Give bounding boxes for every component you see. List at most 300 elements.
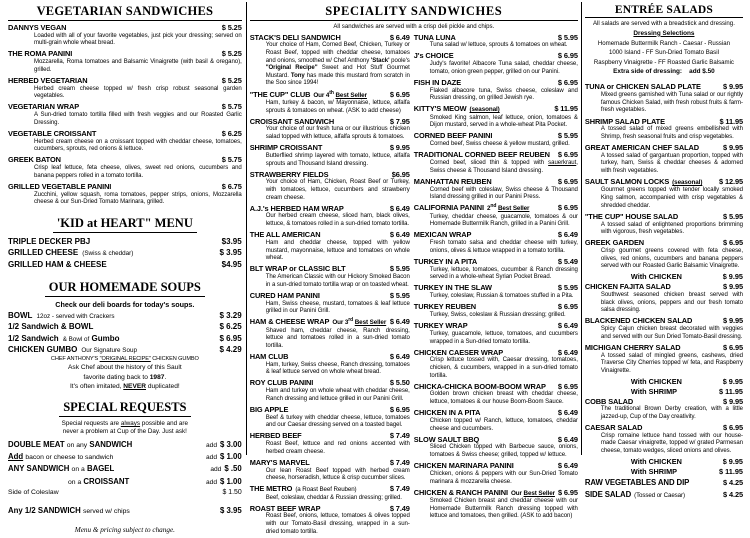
variant-label: With CHICKEN (630, 272, 682, 282)
section-heading-vegetarian: VEGETARIAN SANDWICHES (8, 4, 242, 21)
soup-note: & Bowl of (62, 335, 90, 343)
menu-item-description: Sliced Chicken topped with Barbecue sauce, onions, tomatoes & Swiss cheese; grilled, topped w/ lettuce. (429, 444, 578, 459)
menu-item-name: MICHIGAN CHERRY SALAD (584, 342, 681, 352)
menu-item-description: Tuna salad w/ lettuce, sprouts & tomatoes on wheat. (429, 42, 568, 49)
variant-label: With CHICKEN (630, 457, 682, 467)
menu-item-description: Crisp romaine lettuce hand tossed with our house-made Caesar vinaigrette, topped w/ grated Parmesan cheese, tomato wedges, sliced onions and olives. (600, 432, 743, 454)
soup-name: 1/2 Sandwich & BOWL (8, 322, 94, 332)
variant-label: With SHRIMP (630, 466, 678, 476)
menu-item-description: The American Classic with our Hickory Smoked Bacon in a sun-dried tomato tortilla wrap or on toasted wheat. (265, 274, 410, 288)
menu-item-name: MARY'S MARVEL (249, 457, 310, 467)
menu-item-description: Ham and turkey on whole wheat with cheddar cheese, Ranch dressing and lettuce grilled in our Panini Grill. (265, 388, 410, 402)
section-heading-kid: 'KID at HEART" MENU (53, 216, 197, 233)
half-sandwich-label (8, 505, 130, 517)
menu-item-name: CHICKEN MARINARA PANINI (413, 461, 514, 471)
menu-item (414, 302, 578, 319)
best-seller-tag: Our 4th Best Seller (313, 89, 367, 99)
menu-item (250, 230, 410, 263)
special-request-rows (8, 439, 242, 498)
menu-item-price: $ 6.49 (557, 321, 578, 331)
salad-tail-name: SIDE SALAD (584, 489, 632, 499)
menu-item-price: $ 6.95 (723, 342, 743, 352)
extra-dressing-row (585, 68, 743, 76)
menu-item-variant-row (585, 387, 743, 397)
menu-item (414, 283, 578, 300)
soup-row (8, 333, 242, 345)
menu-item-name: GREAT AMERICAN CHEF SALAD (584, 143, 699, 153)
soup-price: $ 6.25 (219, 322, 242, 332)
menu-item-row (585, 82, 743, 92)
menu-item-row (585, 397, 743, 407)
menu-item (250, 170, 410, 203)
menu-item (250, 291, 410, 316)
menu-item-description: Beef & turkey with cheddar cheese, lettuce, tomatoes and our Caesar dressing served on a toasted bagel. (265, 414, 410, 429)
menu-item-description: Crisp lettuce tossed with, Caesar dressing, tomatoes, chicken, & cucumbers, wrapped in a sun-dried tomato tortilla. (429, 357, 578, 379)
menu-item-price: $ 6.49 (389, 351, 410, 361)
sr-price: $ 1.00 (220, 476, 242, 486)
column-salads (582, 2, 746, 499)
half-sandwich-row (8, 505, 242, 517)
sr-bold-1: DOUBLE MEAT (8, 439, 65, 449)
menu-item-name: STACK'S DELI SANDWICH (249, 32, 341, 42)
column-specialty (246, 2, 582, 535)
menu-item (8, 182, 242, 207)
special-note-2: never a problem at Cup of the Day. Just ask! (62, 428, 187, 436)
sr-bold-2: SANDWICH (89, 439, 133, 449)
menu-item-price: $ 7.49 (389, 484, 410, 494)
sr-add-label: add (210, 466, 222, 474)
menu-item-row (250, 170, 410, 180)
specialty-items-right (414, 33, 578, 538)
seasonal-tag: (seasonal) (469, 106, 500, 114)
menu-item (414, 78, 578, 103)
menu-item-price: $6.95 (391, 169, 410, 179)
best-seller-tag: Our 3rd Best Seller (332, 317, 387, 327)
menu-item-description: A tossed salad of gargantuan proportion, topped with turkey, ham, Swiss & cheddar cheeses & adorned with fresh vegetables. (600, 152, 743, 174)
menu-item-description: Turkey, lettuce, tomatoes, cucumber & Ranch dressing served in a whole-wheat Syrian Pocket Bread. (429, 266, 578, 281)
menu-item-price: $ 5.25 (221, 75, 242, 85)
menu-item-name: CROISSANT SANDWICH (249, 116, 335, 126)
menu-item (585, 423, 743, 477)
menu-item-row (414, 461, 578, 471)
menu-item (585, 117, 743, 142)
menu-item (414, 488, 578, 521)
menu-item-description: A tossed salad of mingled greens, cashews, dried Traverse City Cherries topped w/ feta, and Raspberry Vinaigrette. (600, 352, 743, 374)
soup-price: $ 6.95 (219, 333, 242, 343)
menu-item-name: THE ROMA PANINI (8, 49, 73, 59)
menu-item-description: Ham and cheddar cheese, topped with yellow mustard, mayonnaise, lettuce and tomatoes on whole wheat. (265, 239, 410, 262)
salad-tail-row (585, 489, 743, 501)
menu-item-description: Crisp gourmet greens covered with feta cheese, olives, red onions, cucumbers and banana peppers served with our Roasted Garlic Balsamic Vinaigrette. (600, 247, 743, 270)
soup-price: $ 4.29 (219, 345, 242, 355)
menu-item-price: $ 6.95 (723, 423, 743, 432)
footer-note: Menu & pricing subject to change. (74, 526, 175, 535)
menu-item-price: $ 12.95 (719, 177, 743, 187)
salads-note: All salads are served with a breadstick and dressing. (592, 20, 735, 27)
kid-item-price: $4.95 (221, 260, 242, 270)
menu-item-name: GREEK GARDEN (584, 238, 645, 248)
menu-item-name: BLT WRAP or CLASSIC BLT (249, 264, 346, 274)
kid-item-name: GRILLED CHEESE (8, 248, 79, 258)
menu-item-description: Turkey, coleslaw, Russian & tomatoes stuffed in a Pita. (429, 293, 574, 300)
menu-item (250, 317, 410, 350)
menu-item-name: A.J.'s HERBED HAM WRAP (249, 203, 344, 213)
menu-item-description: Ham, Swiss cheese, mustard, tomatoes & leaf lettuce grilled in our Panini Grill. (265, 300, 410, 315)
menu-item-price: $ 6.49 (557, 408, 578, 418)
menu-item-description: Corned beef, sliced thin & topped with sauerkraut, Swiss cheese & Thousand Island dressing. (429, 160, 578, 174)
menu-item-price: $ 6.95 (389, 89, 410, 99)
menu-item-name: HAM & CHEESE WRAP (249, 317, 330, 327)
menu-item-name: ROAST BEEF WRAP (249, 503, 321, 513)
menu-item (585, 282, 743, 315)
menu-item-row (250, 143, 410, 153)
menu-item-name: DANNYS VEGAN (8, 23, 67, 32)
menu-item-name: TURKEY IN A PITA (413, 256, 478, 266)
menu-item-row (414, 302, 578, 312)
menu-item-description: Fresh tomato salsa and cheddar cheese with turkey, onions, olives & lettuce wrapped in a tomato tortilla. (429, 240, 578, 254)
menu-item-description: Mixed greens garnished with Tuna salad or our rightly famous Chicken Salad, with fresh robust fruits & farm-fresh vegetables. (600, 92, 743, 114)
menu-item (414, 461, 578, 486)
menu-item-name: GRILLED VEGETABLE PANINI (8, 181, 112, 191)
menu-item-description: Turkey, cheddar cheese, guacamole, tomatoes & our Homemade Buttermilk Ranch, grilled in a Panini Grill. (429, 213, 578, 228)
menu-item-description: Turkey, guacamole, lettuce, tomatoes, and cucumbers wrapped in a Sun-dried tomato tortilla. (429, 330, 578, 345)
menu-item-description: Loaded with all of your favorite vegetables, just pick your dressing; served on multi-grain whole wheat bread. (34, 32, 242, 47)
salad-tail-name: RAW VEGETABLES AND DIP (584, 477, 690, 487)
menu-item-description: Your choice of our fresh tuna or our illustrious chicken salad topped with lettuce, alfalfa sprouts & tomatoes. (265, 126, 410, 141)
menu-item (8, 49, 242, 74)
variant-label: With SHRIMP (630, 386, 678, 396)
menu-item-description: Flaked albacore tuna, Swiss cheese, coleslaw and Russian dressing, on grilled Jewish rye. (429, 87, 578, 102)
menu-item-price: $ 5.95 (557, 283, 578, 293)
special-request-row (8, 488, 242, 498)
menu-item-row (250, 352, 410, 362)
menu-item-description: Chicken topped w/ Ranch, lettuce, tomatoes, cheddar cheese and cucumbers. (429, 417, 578, 432)
menu-item (250, 378, 410, 403)
menu-item-variant-row (585, 377, 743, 387)
best-seller-tag: 2nd Best Seller (486, 203, 530, 213)
menu-item-price: $ 6.49 (557, 461, 578, 471)
menu-item (585, 316, 743, 341)
menu-item-variant-row (585, 467, 743, 477)
menu-item (414, 150, 578, 175)
soup-caps-line: CHEF ANTHONY'S "ORIGINAL RECIPE" CHICKEN GUMBO (50, 356, 199, 363)
variant-price: $ 11.95 (719, 466, 743, 476)
kid-items (8, 236, 242, 271)
soup-note: 12oz - served with Crackers (36, 312, 115, 320)
specialty-items-left (250, 33, 410, 538)
menu-item-row (250, 458, 410, 468)
kid-menu-row (8, 236, 242, 248)
menu-item (8, 76, 242, 101)
menu-item-row (250, 291, 410, 301)
menu-item-price: $ 5.95 (389, 264, 410, 274)
menu-item-name: HERBED VEGETARIAN (8, 75, 88, 85)
kid-item-name: TRIPLE DECKER PBJ (8, 236, 91, 246)
menu-item-name: "THE CUP" CLUB (249, 89, 311, 99)
menu-item-row (585, 117, 743, 127)
section-heading-salads: ENTRÉE SALADS (585, 4, 743, 18)
kid-menu-row (8, 247, 242, 259)
menu-item-row (250, 317, 410, 327)
menu-item-price: $ 5.95 (557, 131, 578, 141)
menu-item (250, 458, 410, 483)
salad-items (585, 82, 743, 476)
menu-item-price: $ 6.95 (557, 150, 578, 160)
menu-item-price: $ 7.95 (389, 116, 410, 126)
menu-item-name: VEGETARIAN WRAP (8, 102, 80, 112)
menu-item-name: CURED HAM PANINI (249, 290, 320, 300)
sr-price: $ 3.00 (220, 439, 242, 449)
menu-item-description: Smoked King salmon, leaf lettuce, onion, tomatoes & Dijon mustard, served in a whole-wheat Pita Pocket. (429, 114, 578, 129)
sr-lite-1: on any (66, 441, 88, 449)
menu-item-note: (a Roast Beef Reuben) (295, 486, 357, 494)
menu-item (250, 33, 410, 88)
menu-item-price: $ 11.95 (554, 104, 578, 114)
menu-item-price: $ 7.49 (389, 457, 410, 467)
menu-item-description: Judy's favorite! Albacore Tuna salad, cheddar cheese, tomato, onion green pepper, grilled on our Panini. (429, 61, 578, 75)
menu-item (250, 264, 410, 289)
menu-item-name: SAULT SALMON LOCKS (584, 177, 670, 187)
menu-item-description: Southwest seasoned chicken breast served with black olives, onions, peppers and our fresh tomato salsa dressing. (600, 291, 743, 314)
half-sandwich-lite: served w/ chips (82, 508, 130, 516)
soup-story-1: Ask Chef about the history of this Sault (68, 364, 182, 372)
menu-item-description: Herbed cream cheese on a croissant topped with cheddar cheese, tomatoes, cucumbers, sprouts, red onions & lettuce. (34, 138, 242, 153)
menu-item-description: Chicken, onions & peppers with our Sun-Dried Tomato marinara & mozzarella cheese. (429, 470, 578, 485)
menu-item-price: $ 6.49 (557, 230, 578, 240)
extra-dressing-label: Extra side of dressing: (613, 68, 683, 76)
special-note-1: Special requests are always possible and are (61, 419, 189, 427)
sr-bold-2: BAGEL (86, 464, 115, 474)
menu-item-name: CHICKEN FAJITA SALAD (584, 282, 671, 292)
menu-item-name: THE METRO (249, 484, 293, 494)
sr-price: $ 1.50 (222, 488, 242, 496)
soup-row (8, 321, 242, 333)
menu-item-description: Turkey, Swiss, coleslaw & Russian dressing; grilled. (429, 312, 566, 319)
menu-item-row (414, 150, 578, 160)
menu-item-row (414, 78, 578, 88)
menu-item-row (585, 212, 743, 222)
menu-item-row (250, 264, 410, 274)
menu-item-price: $ 5.95 (723, 211, 743, 221)
sr-bold-1: ANY SANDWICH (8, 464, 70, 474)
menu-item (585, 82, 743, 115)
menu-item-name: SHRIMP CROISSANT (249, 143, 323, 153)
menu-item-price: $ 6.49 (389, 203, 410, 213)
menu-item (585, 397, 743, 422)
menu-item (8, 129, 242, 154)
sr-price: $ 1.00 (220, 452, 242, 462)
menu-item-row (250, 90, 410, 100)
menu-item-name: TURKEY REUBEN (413, 302, 477, 312)
kid-menu-block (8, 214, 242, 271)
menu-item-description: Roast Beef, lettuce and red onions accented with herbed cream cheese. (265, 441, 410, 455)
soup-row (8, 344, 242, 356)
menu-item-row (414, 33, 578, 43)
menu-item-name: CHICKA-CHICKA BOOM-BOOM WRAP (413, 381, 546, 391)
menu-item-row (414, 488, 578, 498)
menu-item-row (585, 282, 743, 292)
menu-item (250, 484, 410, 502)
menu-item-description: Your choice of Ham, Chicken, Roast Beef or Turkey, with tomatoes, lettuce, cucumbers and strawberry cream cheese. (265, 179, 410, 201)
menu-item-price: $ 6.49 (557, 434, 578, 444)
soup-note: Our Signature Soup (81, 347, 138, 355)
menu-item (250, 431, 410, 456)
menu-item-description: Our lean Roast Beef topped with herbed cream cheese, horseradish, lettuce & crisp cucumber slices. (265, 467, 410, 482)
menu-item-price: $ 6.95 (557, 77, 578, 87)
sr-lite-1: Side of Coleslaw (8, 488, 59, 496)
menu-item-price: $ 9.95 (723, 143, 743, 153)
menu-item-name: KITTY'S MEOW (413, 104, 467, 114)
menu-item-name: TURKEY IN THE SLAW (413, 283, 492, 293)
menu-item-row (250, 117, 410, 127)
menu-item (250, 90, 410, 116)
menu-item-description: Our herbed cream cheese, sliced ham, black olives, lettuce, & tomatoes rolled in a sun-dried tomato tortilla. (265, 213, 410, 228)
soup-price: $ 3.29 (219, 310, 242, 320)
menu-item-description: A tossed salad of mixed greens embellished with Shrimp, fresh seasonal fruits and crisp vegetables. (600, 126, 743, 140)
soup-items (8, 310, 242, 356)
menu-item-price: $ 9.95 (723, 396, 743, 406)
extra-dressing-price: add $.50 (689, 68, 715, 76)
menu-item-description: Smoked Chicken breast and cheddar cheese with our Homemade Buttermilk Ranch dressing topped with lettuce and tomatoes, then grilled. (ASK to add bacon) (429, 497, 578, 520)
salad-tail-price: $ 4.25 (723, 489, 743, 499)
menu-item (250, 405, 410, 430)
menu-item-name: VEGETABLE CROISSANT (8, 128, 97, 138)
soup-name: 1/2 Sandwich (8, 333, 59, 343)
menu-item-price: $ 6.95 (557, 302, 578, 312)
menu-item-name: BLACKENED CHICKEN SALAD (584, 316, 693, 326)
menu-item-price: $ 6.95 (389, 404, 410, 414)
sr-lite-1: on a (71, 466, 85, 474)
menu-item-price: $ 6.49 (389, 32, 410, 42)
menu-item-description: Spicy Cajun chicken breast decorated with veggies and served with our Sun Dried Tomato-Basil dressing. (600, 326, 743, 340)
kid-menu-row (8, 259, 242, 271)
menu-item-description: Shaved ham, cheddar cheese, Ranch dressing, lettuce and tomatoes rolled in a sun-dried tomato tortilla. (265, 327, 410, 349)
menu-item-name: THE ALL AMERICAN (249, 230, 321, 240)
menu-item-row (414, 104, 578, 114)
menu-item-row (8, 102, 242, 112)
menu-item-row (250, 378, 410, 388)
soup-story-3: It's often imitated, NEVER duplicated! (69, 382, 180, 390)
menu-item-price: $ 6.95 (557, 381, 578, 391)
menu-item-row (250, 504, 410, 514)
menu-item-name: MANHATTAN REUBEN (413, 176, 492, 186)
menu-item-description: Golden brown chicken breast with cheddar cheese, lettuce, tomatoes & our house Boom-Boom Sauce. (429, 391, 578, 406)
menu-item (414, 257, 578, 282)
menu-item (250, 352, 410, 377)
dressing-line-2: 1000 Island - FF Sun-Dried Tomato Basil (608, 49, 719, 57)
menu-item-row (250, 431, 410, 441)
menu-item-name: J's CHOICE (413, 51, 454, 61)
half-sandwich-price: $ 3.95 (220, 506, 242, 516)
menu-item-description: Butterflied shrimp layered with tomato, lettuce, alfalfa sprouts and Thousand Island dressing. (265, 152, 410, 167)
menu-item-row (414, 257, 578, 267)
menu-item (414, 382, 578, 407)
menu-item-description: The traditional Brown Derby creation, with a little jazzed-up, Cup of the Day creativity. (600, 406, 743, 420)
variant-price: $ 11.95 (719, 386, 743, 396)
menu-item (585, 177, 743, 210)
menu-item (414, 348, 578, 381)
soups-subheading: Check our deli boards for today's soups. (55, 299, 195, 309)
salad-tail-items (585, 477, 743, 501)
menu-item-description: A tossed salad of enlightened proportions brimming with vigorous, fresh vegetables. (600, 221, 743, 236)
section-heading-special-requests: SPECIAL REQUESTS (59, 400, 190, 417)
menu-item-name: GREEK BATON (8, 155, 61, 165)
menu-item-price: $ 9.95 (723, 316, 743, 326)
menu-item-price: $ 6.95 (557, 51, 578, 61)
menu-item-price: $ 7.49 (389, 431, 410, 441)
menu-item-price: $ 11.95 (719, 116, 743, 126)
menu-item-price: $ 5.95 (389, 290, 410, 300)
vegetarian-items (8, 23, 242, 207)
menu-item-price: $ 9.95 (723, 282, 743, 292)
menu-item-name: TUNA LUNA (413, 32, 456, 42)
menu-item-variant-row (585, 272, 743, 282)
menu-item-price: $ 6.95 (723, 238, 743, 248)
menu-item-row (250, 33, 410, 43)
menu-item (414, 230, 578, 255)
menu-item-price: $ 5.25 (221, 49, 242, 59)
menu-item-price: $ 6.25 (221, 128, 242, 138)
variant-label: With CHICKEN (630, 376, 682, 386)
menu-item-row (250, 204, 410, 214)
menu-item (414, 177, 578, 202)
menu-item-price: $ 7.49 (389, 503, 410, 513)
menu-item-price: $ 6.49 (389, 230, 410, 240)
menu-item-name: CORNED BEEF PANINI (413, 131, 493, 141)
menu-item-description: A Sun-dried tomato tortilla filled with fresh veggies and our Roasted Garlic Dressing. (34, 112, 242, 126)
menu-item-row (414, 408, 578, 418)
menu-item-row (8, 155, 242, 165)
menu-item-price: $ 9.95 (723, 82, 743, 92)
menu-item-description: Mozzarella, Roma tomatoes and Balsamic Vinaigrette (with basil & oregano), grilled. (34, 59, 242, 73)
variant-price: $ 9.95 (722, 457, 743, 467)
menu-item-variant-row (585, 457, 743, 467)
menu-item-row (250, 405, 410, 415)
menu-item-price: $ 5.75 (221, 155, 242, 165)
menu-item-price: $ 6.95 (557, 487, 578, 497)
menu-item-name: STRAWBERRY FIELDS (249, 169, 329, 179)
menu-item-price: $ 5.95 (557, 32, 578, 42)
menu-item-price: $ 6.75 (221, 181, 242, 191)
column-vegetarian (4, 2, 246, 535)
menu-item-name: HAM CLUB (249, 351, 289, 361)
sr-add-label: add (206, 454, 218, 462)
menu-item (414, 131, 578, 148)
salad-tail-price: $ 4.25 (723, 477, 743, 487)
menu-item-row (414, 382, 578, 392)
menu-item-name: BIG APPLE (249, 404, 289, 414)
menu-item-description: Roast Beef, onions, lettuce, tomatoes & olives topped with our Tomato-Basil dressing, wrapped in a sun-dried tomato tortilla. (265, 513, 410, 535)
menu-item (414, 203, 578, 229)
menu-item (414, 321, 578, 346)
sr-price: $ .50 (224, 464, 242, 474)
menu-item-row (414, 321, 578, 331)
special-request-row (8, 439, 242, 451)
menu-item-row (585, 423, 743, 433)
menu-item (585, 343, 743, 397)
kid-item-note: (Swiss & cheddar) (82, 250, 134, 258)
menu-item-row (585, 238, 743, 248)
menu-item-description: Corned beef, Swiss cheese & yellow mustard, grilled. (429, 141, 570, 148)
kid-item-price: $3.95 (221, 236, 242, 246)
menu-item-name: FISH IN DAZE (413, 77, 462, 87)
menu-item-name: HERBED BEEF (249, 431, 302, 441)
sr-bold-2: CROISSANT (83, 476, 130, 486)
menu-item-description: Gourmet greens topped with tender locally smoked King salmon, accompanied with crisp vegetables & shredded cheddar. (600, 187, 743, 209)
menu-item-row (585, 143, 743, 153)
menu-item (8, 155, 242, 180)
menu-item-row (8, 129, 242, 139)
